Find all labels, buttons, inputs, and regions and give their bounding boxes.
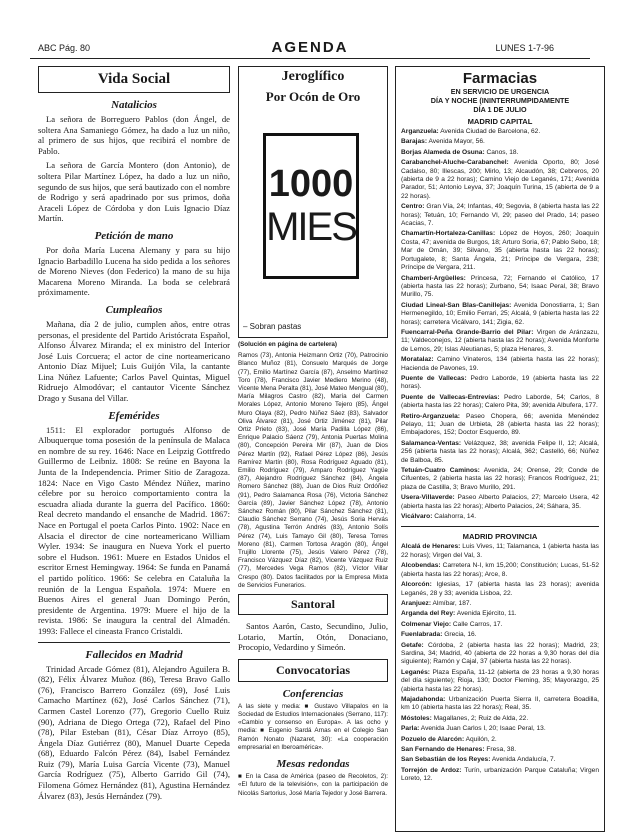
pharmacy-entry: Fuenlabrada: Grecia, 16. [401,631,477,639]
pharmacy-entry: Pozuelo de Alarcón: Aquilón, 2. [401,735,497,743]
pharmacy-entry: Usera-Villaverde: Paseo Alberto Palacios, 27; Marcelo Usera, 42 (abierta hasta las 22 horas); Alberto Palacios, 24; Sáhara, 35. [401,494,599,510]
page-header [30,38,590,59]
farmacias-sub-2: DÍA Y NOCHE (ININTERRUMPIDAMENTE [430,96,570,105]
divider [38,642,230,643]
vida-social-heading: Vida Social [38,66,230,93]
pharmacy-entry: Arganzuela: Avenida Ciudad de Barcelona, 62. [401,128,541,135]
convocatorias-heading: Convocatorias [238,659,388,682]
pharmacy-entry: Retiro-Arganzuela: Paseo Chopera, 66; avenida Menéndez Pelayo, 11; Juan de Urbieta, 28 (abierta hasta las 22 horas); Embajadores, 152; Doctor Esquerdo, 89. [401,412,599,437]
fallecidos-text: Trinidad Arcade Gómez (81), Alejandro Aguilera B. (82), Félix Álvarez Muñoz (86), Teresa Bravo Gallo (76), Francisco Barrero González (69), José Luis Camacho Martínez (62), José Carlos Sánchez (71), Carmen Castel Lorenzo (77), Gregorio Cuello Ruiz (90), Adriana de Diego Ortega (72), Rafael del Pino (78), Pilar Esteban (81), César Díaz Arroyo (85), Ángela Díaz Gutiérrez (80), Manuel Duarte Cepeda (68), Eduardo Falcón Pérez (84), Isabel Fernández Ruiz (79), María Luisa García Vicente (73), Manuel García Rodríguez (75), Alberto Garrido Gil (74), Filomena Gómez Hernández (81), Agustina Hernández Álvarez (83), Jesús Hernández (79). [38,663,230,801]
pharmacy-entry: Borjas Alameda de Osuna: Canos, 18. [401,148,519,156]
pharmacy-entry: Majadahonda: Urbanización Puerta Sierra II, carretera Boadilla, km 10 (abierta hasta las 22 horas); Real, 35. [401,695,599,712]
capital-list [401,128,599,521]
peticion-heading: Petición de mano [94,229,174,242]
natalicios-text-1: La señora de Borreguero Pablos (don Ángel, de soltera Ana Samaniego Gómez, ha dado a luz un niño, al primero de sus hijos, que recibirá el nombre de Pablo. [38,114,230,156]
jeroglifico-author: Por Ocón de Oro [265,89,361,104]
pharmacy-entry: Getafe: Córdoba, 2 (abierta hasta las 22 horas); Madrid, 23; Sardina, 34; Madrid, 40 (abierta de 22 horas a 9,30 horas del día siguiente); Ramón y Cajal, 37 (abierta hasta las 22 horas). [401,641,599,666]
fallecidos-heading: Fallecidos en Madrid [85,648,183,661]
pharmacy-entry: San Fernando de Henares: Fresa, 38. [401,746,517,753]
farmacias-sub-1: EN SERVICIO DE URGENCIA [450,87,550,96]
pharmacy-entry: Aranjuez: Almíbar, 187. [401,599,472,607]
puzzle-number: 1000 [268,163,354,205]
column-vida-social [38,66,230,834]
natalicios-text-2: La señora de García Montero (don Antonio), de soltera Pilar Martínez López, ha dado a luz un niño, segundo de sus hijos, que será bautizado con el nombre de Rodrigo y será apadrinado por sus primos, doña Araceli López de Córdoba y don Luis Ignacio Díaz Martín. [38,160,230,224]
farmacias-title: Farmacias [462,70,538,87]
cumpleanos-heading: Cumpleaños [105,303,163,316]
jeroglifico-title: Jeroglífico [281,69,345,84]
efemerides-text: 1511: El explorador portugués Alfonso de Albuquerque toma posesión de la península de Malaca en nombre de su rey. 1646: Nace en Leipzig Gottfredo Guillermo de Leibniz. 1808: Se reúne en Bayona la Junta de la Independencia. Primer Sitio de Zaragoza. 1824: Nace en Vigo Casto Méndez Núñez, marino célebre por su heroico comportamiento contra la escuadra aliada durante la guerra del Pacífico. 1860: Real decreto mandando el ensanche de Madrid. 1867: Nace en Portugal el poeta Carlos Pinto. 1902: Nace en Alsacia el director de cine norteamericano William Wyler. 1934: Se inaugura en Nueva York el puerto sobre el Hudson. 1961: Muere en Estados Unidos el escritor Ernest Hemingway. 1964: Se funda en Panamá el partido político. 1966: Se celebra en Cataluña la reunión de la Lengua Española. 1974: Muere en Buenos Aires el general Juan Domingo Perón, presidente de Argentina. 1979: Muere el hijo de la revista. 1986: Se inaugura la central del Almadén. 1993: Fallece el cineasta Franco Cristaldi. [38,424,230,636]
pharmacy-entry: Parla: Avenida Juan Carlos I, 20; Isaac Peral, 13. [401,725,546,733]
farmacias-sub-3: DÍA 1 DE JULIO [473,105,527,114]
pharmacy-entry: Alcorcón: Iglesias, 17 (abierta hasta las 23 horas); avenida Leganés, 28 y 33; avenida Lisboa, 22. [401,581,599,597]
page-number: ABC Pág. 80 [38,43,91,53]
pharmacy-entry: Ciudad Lineal-San Blas-Canillejas: Avenida Donostiarra, 1; San Hermenegildo, 10; Emilio Ferrari, 25; Alcalá, 9 (abierta hasta las 22 horas); carretera Vicálvaro, 141; Zigia, 62. [401,301,599,326]
column-center [238,66,388,834]
pharmacy-entry: Tetuán-Cuatro Caminos: Avenida, 24; Orense, 29; Conde de Cifuentes, 2 (abierta hasta las 22 horas); Francos Rodríguez, 21; plaza de Castilla, 3; Bravo Murillo, 291. [401,467,599,491]
farmacias-box [395,66,605,832]
puzzle-word: MIES [266,205,356,249]
pharmacy-entry: Chamberí-Argüelles: Princesa, 72; Fernando el Católico, 17 (abierta hasta las 22 horas); Zurbano, 54; Isaac Peral, 38; Bravo Murillo, 75. [401,274,599,299]
provincia-list [401,543,599,783]
pharmacy-entry: Puente de Vallecas: Pedro Laborde, 19 (abierta hasta las 22 horas). [401,374,599,391]
mesas-text: ■ En la Casa de América (paseo de Recoletos, 2): «El futuro de la televisión», con la participación de Nicolás Sartorius, José María Tejedor y José Barrera. [238,773,388,797]
column-farmacias [395,66,605,834]
pharmacy-entry: Carabanchel-Aluche-Carabanchel: Avenida Oporto, 80; José Cadalso, 80; Illescas, 200; Mirlo, 13; Alcaudón, 38; Cebreros, 20 (abierta de 9 a 22 horas); Camino Viejo de Leganés, 171; Avenida Parador, 51; Antonio Leyva, 37; Joaquín Turina, 15 (abierta de 9 a 22 horas). [401,159,599,200]
section-title: AGENDA [271,39,349,56]
pharmacy-entry: Leganés: Plaza España, 11-12 (abierta de 23 horas a 9,30 horas del día siguiente); Rioja, 130; Doctor Fleming, 35; Mayorazgo, 25 (abierta hasta las 22 horas). [401,668,599,693]
pharmacy-entry: Móstoles: Magallanes, 2; Ruiz de Alda, 22. [401,714,529,722]
solution-note: (Solución en página de cartelera) [238,341,338,348]
pharmacy-entry: Alcobendas: Carretera N-I, km 15,200; Constitución; Lucas, 51-52 (abierta hasta las 22 horas); Arce, 8. [401,562,599,578]
pharmacy-entry: Salamanca-Ventas: Velázquez, 38; avenida Felipe II, 12; Alcalá, 256 (abierta hasta las 22 horas); Alcalá, 362; Castelló, 66; Núñez de Balboa, 85. [401,439,599,464]
mesas-heading: Mesas redondas [276,758,350,771]
pharmacy-entry: San Sebastián de los Reyes: Avenida Andalucía, 7. [401,756,556,764]
jeroglifico-box [238,66,388,338]
conferencias-heading: Conferencias [282,687,344,700]
peticion-text: Por doña María Lucena Alemany y para su hijo Ignacio Barbadillo Lucena ha sido pedida a los señores de Moreno Nieves (don Federico) la mano de su hija Macarena Moreno Miranda. La boda se celebrará próximamente. [38,244,230,298]
pharmacy-entry: Centro: Gran Vía, 24; Infantas, 49; Segovia, 8 (abierta hasta las 22 horas); Tetuán, 10; Fernando VI, 29; paseo del Prado, 14; paseo Acacias, 7. [401,203,599,228]
madrid-capital-heading: MADRID CAPITAL [467,117,533,126]
natalicios-heading: Natalicios [111,99,157,111]
pharmacy-entry: Colmenar Viejo: Calle Carros, 17. [401,620,503,628]
conferencias-text: A las siete y media: ■ Gustavo Villapalos en la Sociedad de Estudios Internacionales (Serrano, 117): «Cambio y consenso en Europa». A las ocho y media: ■ Eugenio Sardá Arnas en el Colegio San Ramón Nonato (Nazaret, 30): «La cooperación empresarial en Iberoamérica». [238,702,388,751]
santoral-text: Santos Aarón, Casto, Secundino, Julio, Lotario, Martín, Otón, Donaciano, Procopio, Vedardino y Simeón. [238,621,388,653]
pharmacy-entry: Fuencarral-Peña Grande-Barrio del Pilar: Virgen de Aránzazu, 11; Valdeconejos, 12 (abierta hasta las 22 horas); Avenida Monforte de Lemos, 29; Islas Aleutianas, 5; plaza Henares, 3. [401,328,599,353]
page-date: LUNES 1-7-96 [495,43,554,53]
pharmacy-entry: Arganda del Rey: Avenida Ejército, 11. [401,610,517,618]
divider [401,526,599,527]
pharmacy-entry: Moratalaz: Camino Vinateros, 134 (abierta hasta las 22 horas); Hacienda de Pavones, 19. [401,356,599,372]
cumpleanos-text: Mañana, día 2 de julio, cumplen años, entre otras personas, el presidente del Partido Aristócrata Español, Alfonso Álvarez Miranda; el ex ministro del Interior José Luis Corcuera; el actor de cine norteamericano Antonio Díaz Mijuel; Luis Guijón Vila, la cantante Lina Núñez Lafuente; Carlos Pavel Quintas, Miguel Ridruejo Almodóvar; el cantautor Vicente Sánchez Drago y Susana del Villar. [38,318,230,404]
madrid-provincia-heading: MADRID PROVINCIA [462,532,538,542]
efemerides-heading: Efemérides [108,409,160,422]
fallecidos-continued: Ramos (73), Antonia Heizmann Ortiz (70), Patrocinio Blanco Muñoz (81), Consuelo Marqués de Jorge (77), Emilio Martínez García (87), Anselmo Martínez Toro (78), Francisco Javier Mediero Merino (48), Vicente Mena Peralta (81), José Mateo Mengual (80), María Milagros Castro (82), María del Carmen Morales López, Antonio Moreno Tejero (85), Ángel Muro Olaya (82), Pedro Núñez Sáez (83), Salvador Oliva Álvarez (81), José Ortiz Jiménez (81), Pilar Ortiz Prieto (83), José María Padilla López (86), Enrique Palacio Sáenz (79), Antonia Puertas Molina (80), Concepción Pereira Mir (87), Juan de Dios Pérez Martín (92), Rafael Pérez López (86), Jesús Ramírez Martín (80), Rosa Rodríguez Aguado (81), Emilio Rodríguez (79), Amparo Rodríguez Yagüe (87), Alejandro Rodríguez Sánchez (84), Ángela Romero Sánchez (88), Juan de Dios Ruiz Ordóñez (91), Pedro Salamanca Rosa (76), Victoria Sánchez García (89), Javier Sánchez López (78), Antonio Sánchez Román (80), Pilar Sánchez Sánchez (81), Claudio Sánchez Serrano (74), Jesús Soria Hervás (78), Agustina Terrón Andrés (83), Antonio Solís Pérez (74), Luis Tamayo Gil (80), Teresa Torres Moreno (81), Carmen Tortosa Aragón (80), Ángel Trujillo Llorente (75), Jesús Valero Pérez (78), Francisco Vázquez Díaz (82), Vicente Vázquez Ruiz (77), Mercedes Vega Ramos (82), Víctor Villar Crespo (80). Datos facilitados por la Empresa Mixta de Servicios Funerarios. [238,352,388,589]
jeroglifico-puzzle [263,133,359,279]
pharmacy-entry: Torrejón de Ardoz: Turín, urbanización Parque Cataluña; Virgen Loreto, 12. [401,766,599,783]
pharmacy-entry: Vicálvaro: Calahorra, 14. [401,513,477,521]
pharmacy-entry: Puente de Vallecas-Entrevías: Pedro Laborde, 54; Carlos, 8 (abierta hasta las 22 horas); Calero Pita, 39; avenida Albufera, 177. [401,393,599,410]
pharmacy-entry: Alcalá de Henares: Luis Vives, 11; Talamanca, 1 (abierta hasta las 22 horas); Virgen del Val, 3. [401,543,599,559]
puzzle-hint: – Sobran pastas [243,322,302,331]
santoral-heading: Santoral [238,594,388,615]
pharmacy-entry: Barajas: Avenida Mayor, 56. [401,138,485,146]
pharmacy-entry: Chamartín-Hortaleza-Canillas: López de Hoyos, 260; Joaquín Costa, 47; avenida de Burgos, 18; Arturo Soria, 67; Pablo Sebo, 18; Mar de Omán, 39; Silvano, 35 (abierta hasta las 22 horas); Portugalete, 8; Santa Ángela, 21; Príncipe de Vergara, 238; Príncipe de Vergara, 211. [401,230,599,272]
